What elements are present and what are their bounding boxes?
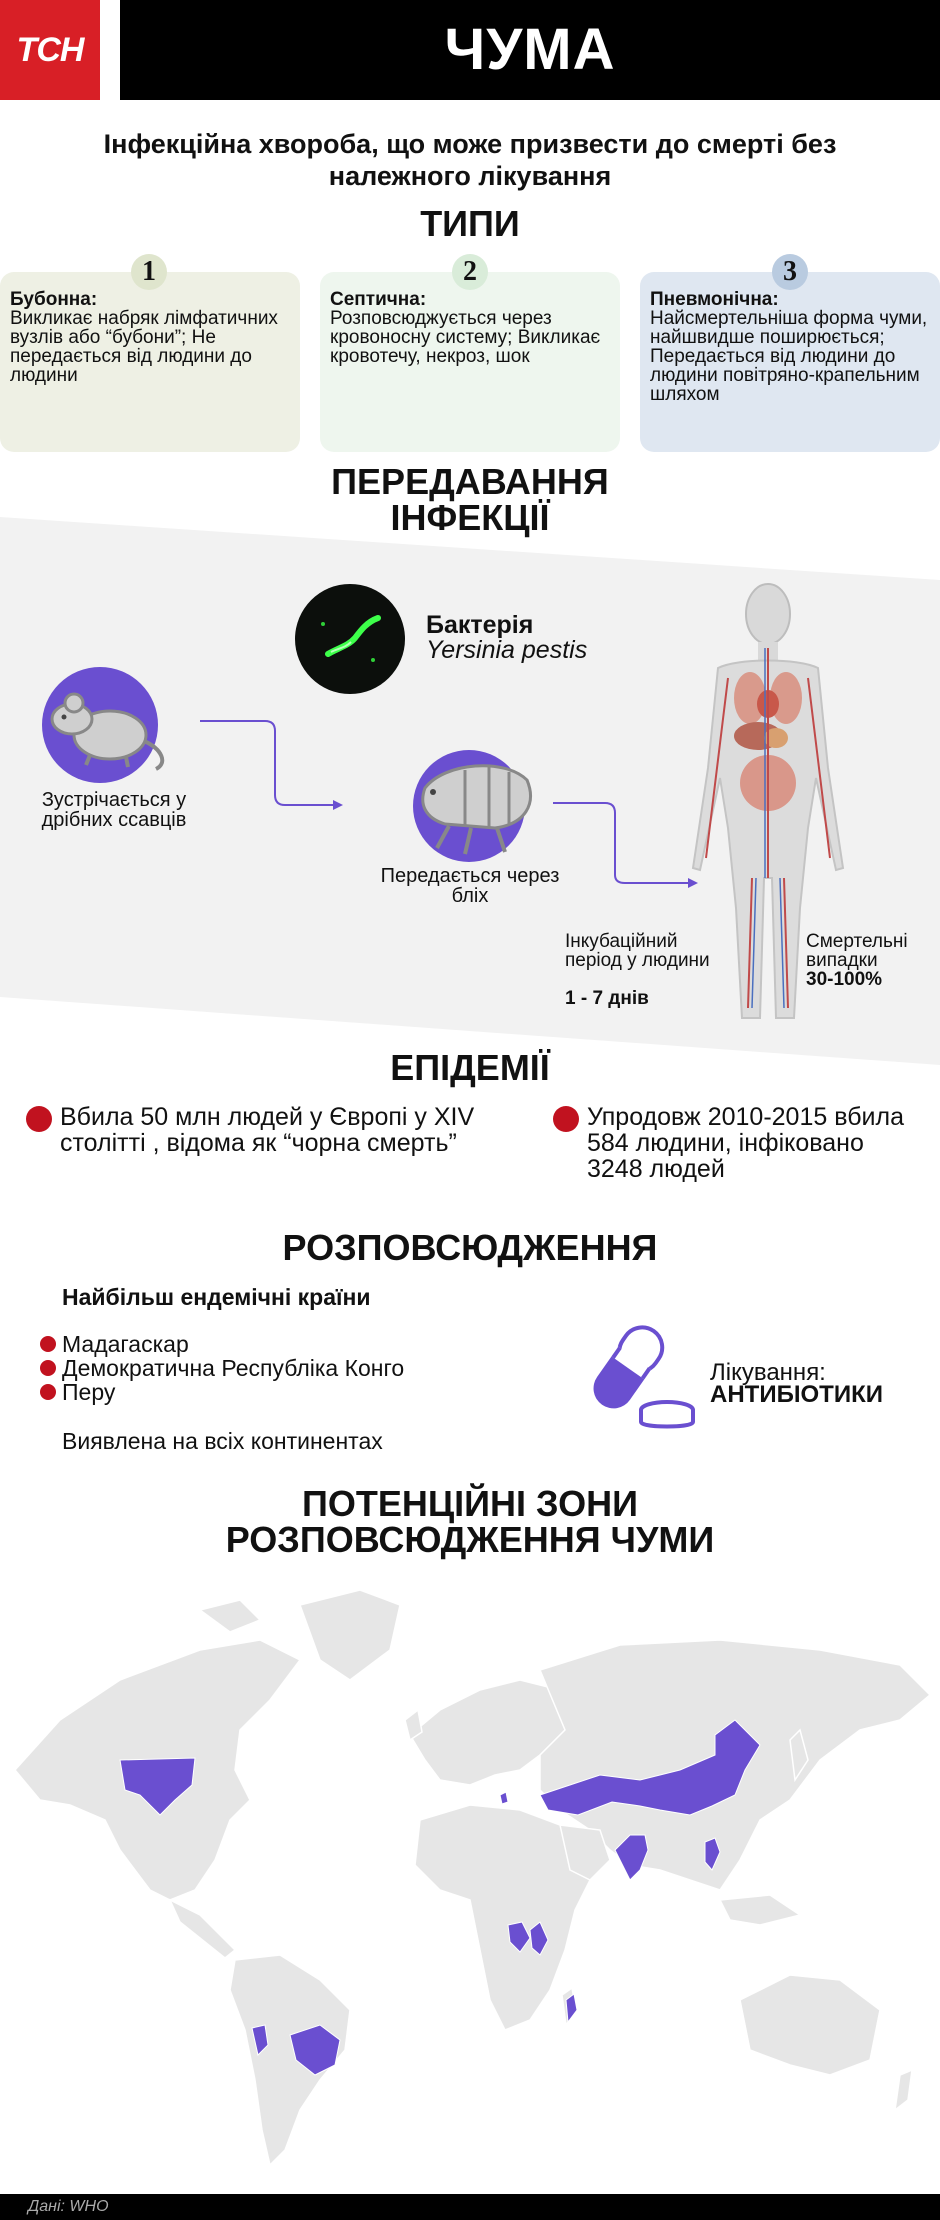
- incubation-label: Інкубаційний період у людини: [565, 931, 710, 971]
- logo-divider: [100, 0, 120, 100]
- treatment-value: АНТИБІОТИКИ: [710, 1381, 883, 1408]
- tsn-logo: ТСН: [0, 0, 100, 100]
- zone-libya: [500, 1792, 508, 1804]
- data-source: Дані: WHO: [28, 2198, 109, 2215]
- bacteria-label: Бактерія: [426, 611, 534, 639]
- fatal-value: 30-100%: [806, 969, 883, 990]
- type-card-text: [10, 290, 292, 385]
- bullet-icon: [40, 1384, 56, 1400]
- footer-bar: [0, 2194, 940, 2220]
- transmission-arrows: [195, 715, 705, 895]
- bacteria-species: Yersinia pestis: [426, 636, 588, 664]
- rodent-icon: [28, 665, 178, 785]
- type-name: Бубонна:: [10, 289, 98, 310]
- type-name: Септична:: [330, 289, 427, 310]
- map-heading-line1: ПОТЕНЦІЙНІ ЗОНИ: [301, 1483, 638, 1524]
- type-name: Пневмонічна:: [650, 289, 779, 310]
- bacteria-image: [293, 582, 407, 696]
- epidemic-fact: Упродовж 2010-2015 вбила 584 людини, інфіковано 3248 людей: [587, 1103, 904, 1183]
- bullet-icon: [40, 1336, 56, 1352]
- spread-heading: РОЗПОВСЮДЖЕННЯ: [282, 1227, 658, 1268]
- type-card-text: [330, 290, 612, 366]
- pills-icon: [585, 1322, 695, 1432]
- type-description: Викликає набряк лімфатичних вузлів або “бубони”; Не передається від людини до людини: [10, 308, 278, 386]
- bullet-icon: [40, 1360, 56, 1376]
- epidemics-heading: ЕПІДЕМІЇ: [390, 1047, 550, 1088]
- world-map: [0, 1570, 940, 2180]
- country-item: Демократична Республіка Конго: [62, 1355, 405, 1381]
- fatal-label: Смертельні випадки: [806, 931, 908, 971]
- mammals-label: Зустрічається у дрібних ссавців: [41, 789, 187, 831]
- types-heading: ТИПИ: [420, 203, 520, 244]
- country-item: Мадагаскар: [62, 1331, 189, 1357]
- bullet-icon: [553, 1106, 579, 1132]
- zone-madagascar: [566, 1994, 577, 2022]
- transmission-heading-line1: ПЕРЕДАВАННЯ: [331, 461, 609, 502]
- endemic-title: Найбільш ендемічні країни: [62, 1284, 371, 1310]
- continents-note: Виявлена на всіх континентах: [62, 1428, 383, 1454]
- treatment-label: Лікування:: [710, 1359, 826, 1386]
- bullet-icon: [26, 1106, 52, 1132]
- type-description: Найсмертельніша форма чуми, найшвидше поширюється; Передається від людини до людини повітряно-крапельним шляхом: [650, 308, 928, 405]
- type-number-badge: 1: [131, 254, 167, 290]
- transmission-heading-line2: ІНФЕКЦІЇ: [390, 497, 550, 538]
- fleas-label: Передається через бліх: [380, 865, 560, 907]
- type-number-badge: 3: [772, 254, 808, 290]
- subtitle: Інфекційна хвороба, що може призвести до смерті без належного лікування: [103, 129, 837, 191]
- type-description: Розповсюджується через кровоносну систему; Викликає кровотечу, некроз, шок: [330, 308, 601, 367]
- epidemic-fact: Вбила 50 млн людей у Європі у XIV столітті , відома як “чорна смерть”: [60, 1103, 475, 1157]
- type-number-badge: 2: [452, 254, 488, 290]
- page-title: ЧУМА: [444, 17, 616, 82]
- country-item: Перу: [62, 1379, 116, 1405]
- incubation-value: 1 - 7 днів: [565, 988, 649, 1009]
- map-heading-line2: РОЗПОВСЮДЖЕННЯ ЧУМИ: [225, 1519, 715, 1560]
- type-card-text: [650, 290, 932, 404]
